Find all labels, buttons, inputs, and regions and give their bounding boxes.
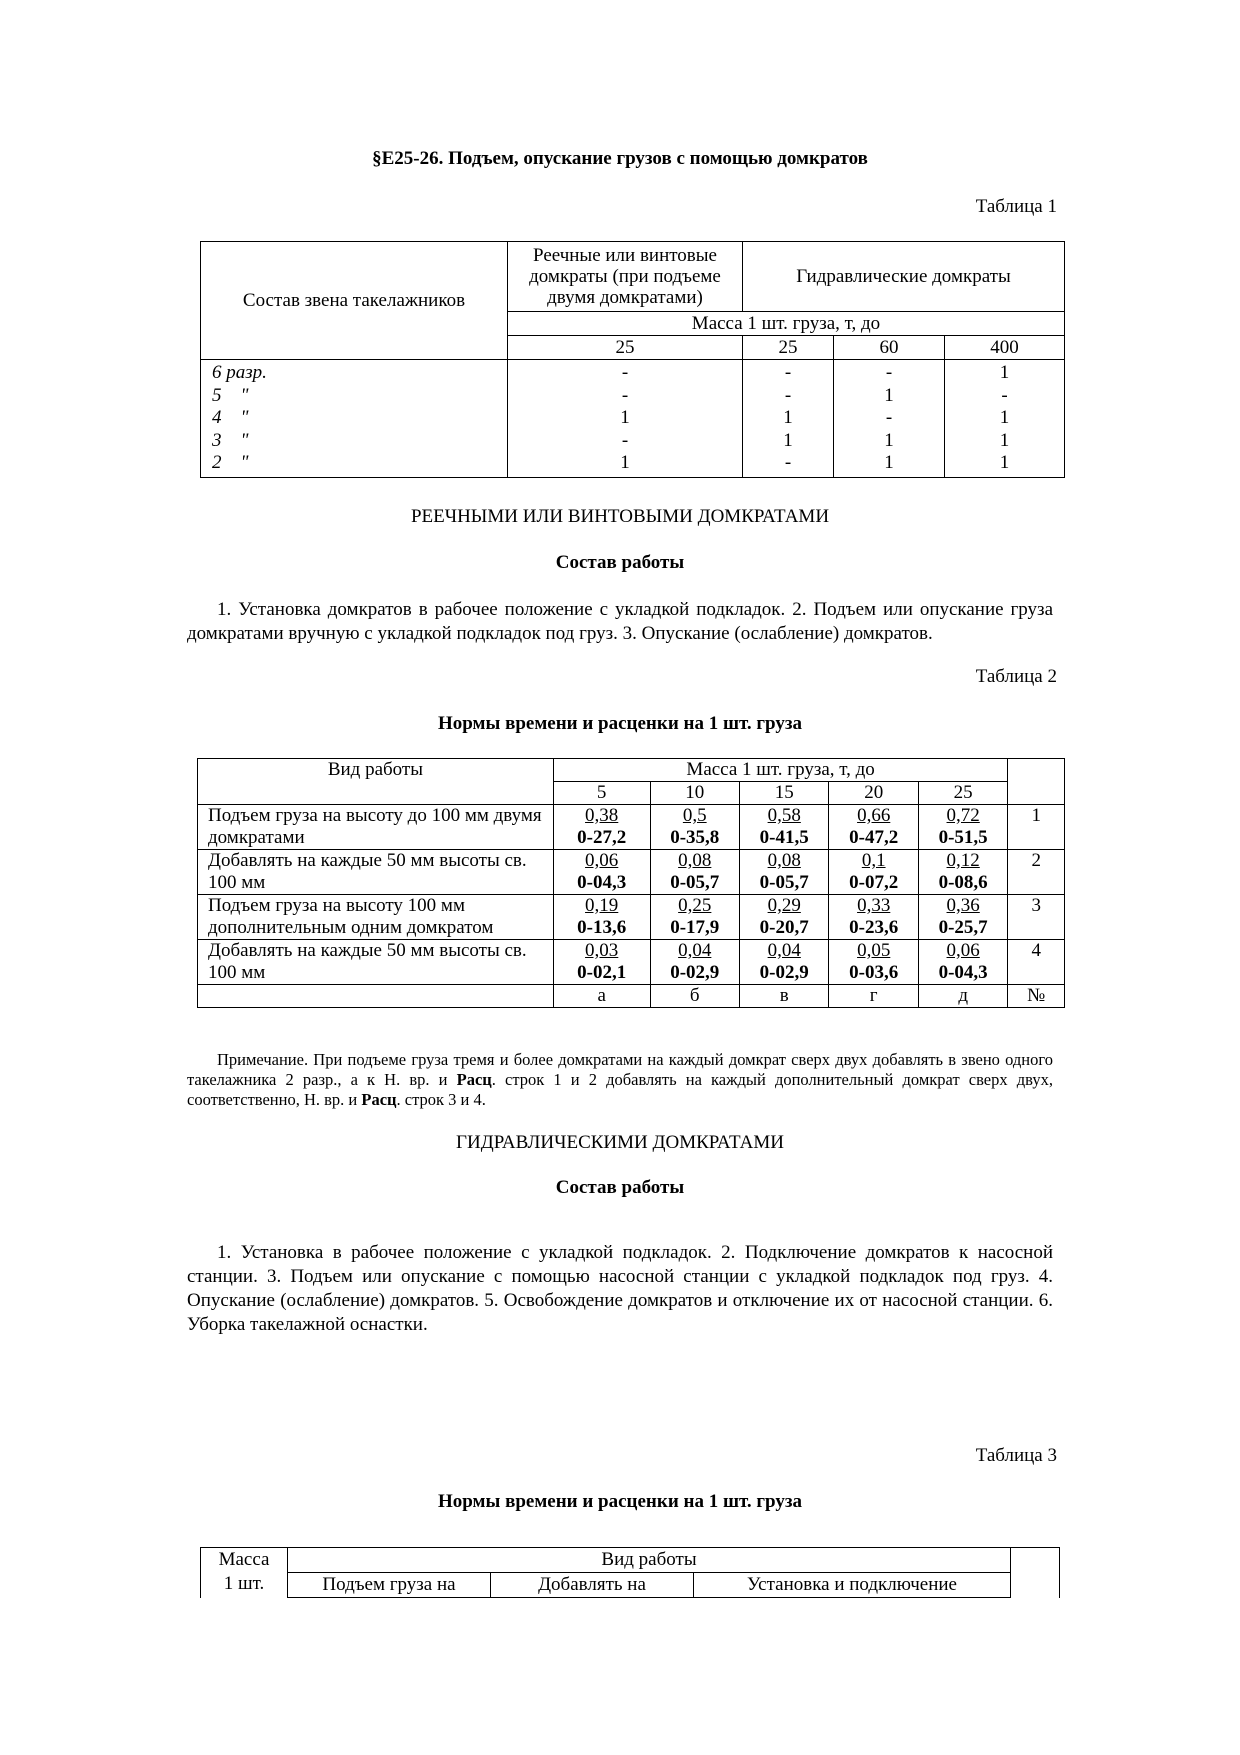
rate: 0-02,1: [577, 962, 627, 983]
table2-label: Таблица 2: [975, 666, 1057, 687]
note-text: . строк 3 и 4.: [396, 1090, 486, 1109]
rate: 0-05,7: [670, 872, 720, 893]
rank-label: 2 ": [212, 452, 249, 473]
rate: 0-27,2: [577, 827, 627, 848]
number-sign: №: [1008, 985, 1065, 1008]
row-number: 3: [1008, 895, 1065, 940]
time-norm: 0,66: [857, 805, 891, 826]
table-row: [198, 850, 1065, 895]
cell: 1: [999, 452, 1010, 473]
mass-value: 400: [945, 336, 1065, 360]
mass-header: Масса 1 шт. груза, т, до: [508, 312, 1065, 336]
table3-label: Таблица 3: [975, 1445, 1057, 1466]
mass-value: 15: [739, 782, 828, 805]
note-text: Примечание. При подъеме груза тремя и более домкратами на каждый домкрат сверх двух добавлять в звено одного такелажника 2 разр., а к Н. вр. и: [187, 1050, 1053, 1089]
rate: 0-13,6: [577, 917, 627, 938]
time-norm: 0,05: [857, 940, 891, 961]
rack-screw-header: Реечные или винтовые домкраты (при подъеме двумя домкратами): [508, 242, 743, 312]
column-letter: а: [553, 985, 650, 1008]
num-header: [1008, 759, 1065, 805]
row-number: 1: [1008, 805, 1065, 850]
rate: 0-17,9: [670, 917, 720, 938]
row-number: 2: [1008, 850, 1065, 895]
rate: 0-02,9: [670, 962, 720, 983]
note-bold: Расц: [361, 1090, 397, 1109]
cell: -: [621, 384, 629, 406]
table2-caption: Нормы времени и расценки на 1 шт. груза: [437, 713, 802, 734]
rank-label: 3 ": [212, 429, 249, 451]
time-norm: 0,04: [678, 940, 712, 961]
section2-work-text: 1. Установка в рабочее положение с укладкой подкладок. 2. Подключение домкратов к насосной станции. 3. Подъем или опускание с помощью насосной станции с укладкой подкладок под груз. 4. Опускание (ослабление) домкратов. 5. Освобождение домкратов и отключение их от насосной станции. 6. Уборка такелажной оснастки.: [187, 1242, 1053, 1335]
time-norm: 0,08: [678, 850, 712, 871]
rank-label: 4 ": [212, 407, 249, 428]
time-norm: 0,36: [946, 895, 980, 916]
mass-value: 25: [743, 336, 834, 360]
rate: 0-08,6: [938, 872, 988, 893]
rate: 0-20,7: [759, 917, 809, 938]
cell: -: [885, 407, 893, 428]
mass-value: 60: [834, 336, 945, 360]
work-type-header: Вид работы: [198, 759, 554, 805]
cell: 1: [620, 407, 630, 428]
cell: -: [621, 362, 629, 383]
section1-work-text: 1. Установка домкратов в рабочее положение с укладкой подкладок. 2. Подъем или опускание груза домкратами вручную с укладкой подкладок под груз. 3. Опускание (ослабление) домкратов.: [187, 599, 1053, 644]
cell: 1: [884, 384, 894, 406]
mass-value: 10: [650, 782, 739, 805]
section2-heading: ГИДРАВЛИЧЕСКИМИ ДОМКРАТАМИ: [456, 1132, 784, 1153]
work-type-header: Вид работы: [288, 1548, 1011, 1573]
time-norm: 0,03: [585, 940, 619, 961]
time-norm: 0,04: [767, 940, 801, 961]
table2-note: [187, 1050, 1053, 1110]
rate: 0-03,6: [849, 962, 899, 983]
mass-value: 25: [918, 782, 1007, 805]
cell: 1: [999, 362, 1010, 383]
work-description: Подъем груза на высоту 100 мм дополнительным одним домкратом: [198, 895, 554, 940]
table-row: [198, 940, 1065, 985]
cell: -: [784, 362, 792, 383]
note-bold: Расц: [456, 1070, 492, 1089]
rank-label: 6 разр.: [212, 362, 267, 383]
time-norm: 0,5: [682, 805, 707, 826]
table1-label: Таблица 1: [975, 196, 1057, 217]
mass-header-line: 1 шт.: [223, 1573, 265, 1594]
crew-header: Состав звена такелажников: [201, 242, 508, 360]
cell: -: [885, 362, 893, 383]
cell: 1: [999, 407, 1010, 428]
rank-label: 5 ": [212, 384, 249, 406]
cell: -: [621, 429, 629, 451]
rate: 0-25,7: [938, 917, 988, 938]
mass-header-line: Масса: [218, 1549, 270, 1570]
cell: 1: [783, 429, 793, 451]
cell: 1: [999, 429, 1010, 451]
time-norms-table: [197, 758, 1065, 1008]
time-norm: 0,1: [861, 850, 886, 871]
rate: 0-35,8: [670, 827, 720, 848]
rate: 0-07,2: [849, 872, 899, 893]
table3-caption: Нормы времени и расценки на 1 шт. груза: [437, 1491, 802, 1512]
time-norm: 0,12: [946, 850, 980, 871]
time-norm: 0,25: [678, 895, 712, 916]
rate: 0-04,3: [577, 872, 627, 893]
work-description: Добавлять на каждые 50 мм высоты св. 100 мм: [198, 940, 554, 985]
rate: 0-04,3: [938, 962, 988, 983]
rate: 0-05,7: [759, 872, 809, 893]
mass-header: [201, 1548, 288, 1598]
crew-composition-table: [200, 241, 1065, 478]
time-norm: 0,06: [585, 850, 619, 871]
cell: 1: [884, 429, 894, 451]
hydraulic-header: Гидравлические домкраты: [743, 242, 1065, 312]
table-row: [198, 895, 1065, 940]
rate: 0-23,6: [849, 917, 899, 938]
time-norm: 0,19: [585, 895, 619, 916]
time-norm: 0,06: [946, 940, 980, 961]
cell: 1: [620, 452, 630, 473]
time-norm: 0,72: [946, 805, 980, 826]
cell: 1: [783, 407, 793, 428]
work-description: Подъем груза на высоту до 100 мм двумя домкратами: [198, 805, 554, 850]
work-description: Добавлять на каждые 50 мм высоты св. 100 мм: [198, 850, 554, 895]
add-header: Добавлять на: [491, 1573, 694, 1598]
column-letter: в: [739, 985, 828, 1008]
time-norm: 0,08: [767, 850, 801, 871]
time-norm: 0,29: [767, 895, 801, 916]
document-title: §Е25-26. Подъем, опускание грузов с помощью домкратов: [372, 148, 868, 169]
section1-work-title: Состав работы: [555, 552, 685, 573]
column-letter: б: [650, 985, 739, 1008]
time-norm: 0,58: [767, 805, 801, 826]
mass-value: 25: [508, 336, 743, 360]
table-row: [198, 805, 1065, 850]
mass-value: 20: [829, 782, 918, 805]
time-norm: 0,33: [857, 895, 891, 916]
section2-work-title: Состав работы: [555, 1177, 685, 1198]
num-header: [1011, 1548, 1060, 1598]
cell: 1: [884, 452, 894, 473]
lift-header: Подъем груза на: [288, 1573, 491, 1598]
install-header: Установка и подключение: [694, 1573, 1011, 1598]
rate: 0-51,5: [938, 827, 988, 848]
empty-cell: [198, 985, 554, 1008]
column-index-row: [198, 985, 1065, 1008]
rate: 0-41,5: [759, 827, 809, 848]
section1-heading: РЕЕЧНЫМИ ИЛИ ВИНТОВЫМИ ДОМКРАТАМИ: [410, 506, 830, 527]
cell: -: [784, 452, 792, 473]
time-norm: 0,38: [585, 805, 619, 826]
cell: -: [1001, 384, 1008, 406]
mass-value: 5: [553, 782, 650, 805]
note-text: . строк 1 и 2 добавлять на каждый дополнительный домкрат сверх двух, соответственно, Н. вр. и: [187, 1070, 1053, 1109]
column-letter: г: [829, 985, 918, 1008]
mass-header: Масса 1 шт. груза, т, до: [553, 759, 1008, 782]
rate: 0-47,2: [849, 827, 899, 848]
row-number: 4: [1008, 940, 1065, 985]
cell: -: [784, 384, 792, 406]
rate: 0-02,9: [759, 962, 809, 983]
hydraulic-norms-table: [200, 1547, 1060, 1598]
column-letter: д: [918, 985, 1007, 1008]
